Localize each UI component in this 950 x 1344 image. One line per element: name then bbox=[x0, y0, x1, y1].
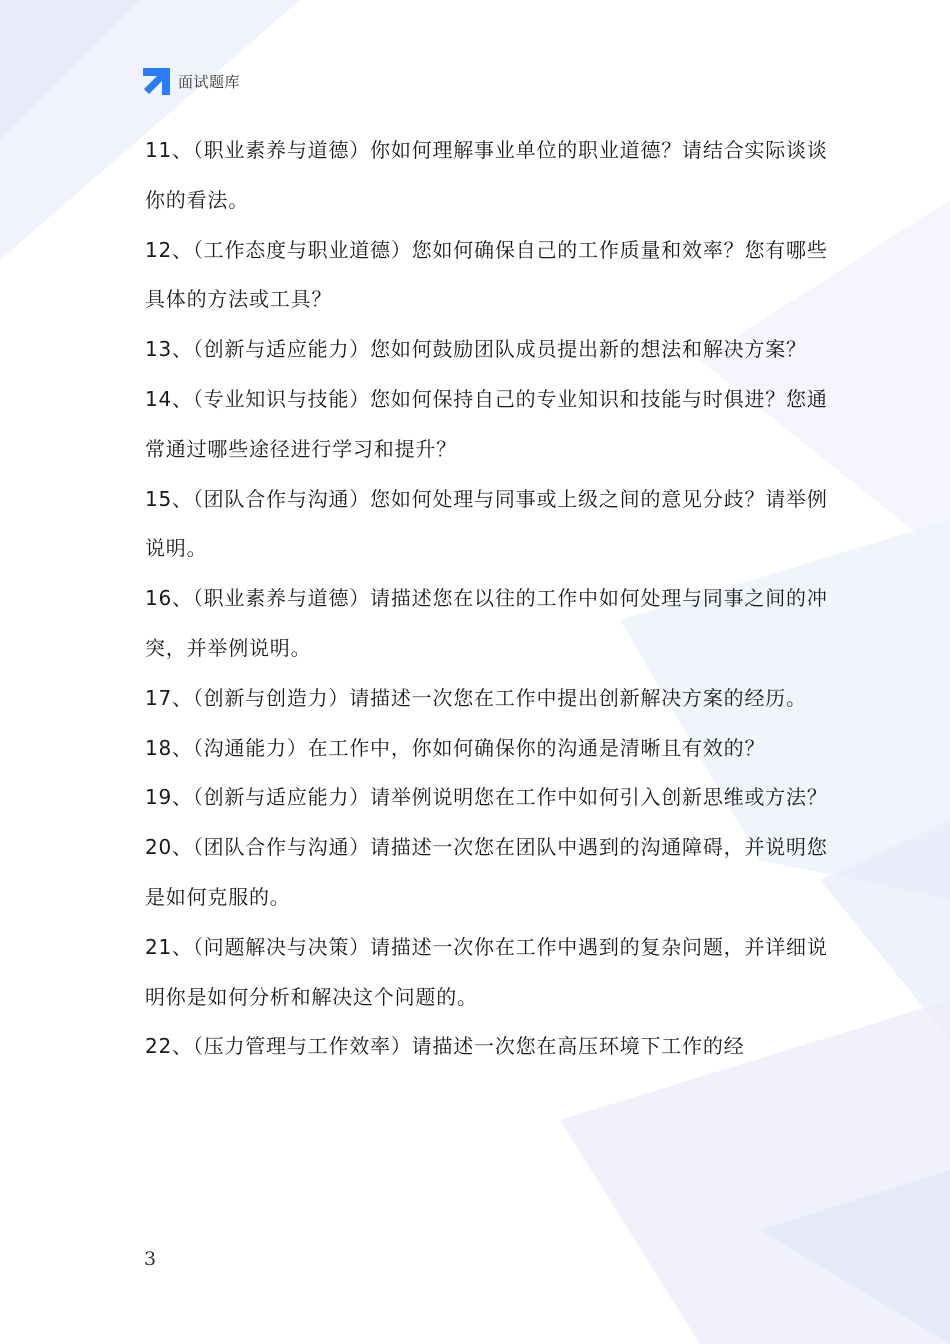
question-item: 14、（专业知识与技能）您如何保持自己的专业知识和技能与时俱进？您通常通过哪些途径进行学习和提升？ bbox=[145, 386, 828, 461]
question-item: 11、（职业素养与道德）你如何理解事业单位的职业道德？请结合实际谈谈你的看法。 bbox=[145, 138, 828, 212]
question-item: 16、（职业素养与道德）请描述您在以往的工作中如何处理与同事之间的冲突，并举例说明。 bbox=[145, 586, 828, 660]
question-item: 22、（压力管理与工作效率）请描述一次您在高压环境下工作的经 bbox=[145, 1034, 745, 1059]
question-item: 19、（创新与适应能力）请举例说明您在工作中如何引入创新思维或方法？ bbox=[145, 785, 828, 810]
question-item: 17、（创新与创造力）请描述一次您在工作中提出创新解决方案的经历。 bbox=[145, 685, 807, 710]
question-item: 21、（问题解决与决策）请描述一次你在工作中遇到的复杂问题，并详细说明你是如何分析和解决这个问题的。 bbox=[145, 934, 828, 1009]
question-item: 15、（团队合作与沟通）您如何处理与同事或上级之间的意见分歧？请举例说明。 bbox=[145, 486, 828, 561]
page-number: 3 bbox=[144, 1248, 157, 1270]
header bbox=[143, 67, 240, 95]
header-title: 面试题库 bbox=[178, 72, 241, 91]
question-item: 13、（创新与适应能力）您如何鼓励团队成员提出新的想法和解决方案？ bbox=[145, 337, 807, 362]
question-item: 12、（工作态度与职业道德）您如何确保自己的工作质量和效率？您有哪些具体的方法或工具？ bbox=[145, 237, 828, 312]
question-item: 18、（沟通能力）在工作中，你如何确保你的沟通是清晰且有效的？ bbox=[145, 735, 766, 760]
question-list bbox=[145, 126, 835, 1072]
arrow-up-right-icon bbox=[143, 68, 170, 95]
question-item: 20、（团队合作与沟通）请描述一次您在团队中遇到的沟通障碍，并说明您是如何克服的。 bbox=[145, 835, 828, 909]
